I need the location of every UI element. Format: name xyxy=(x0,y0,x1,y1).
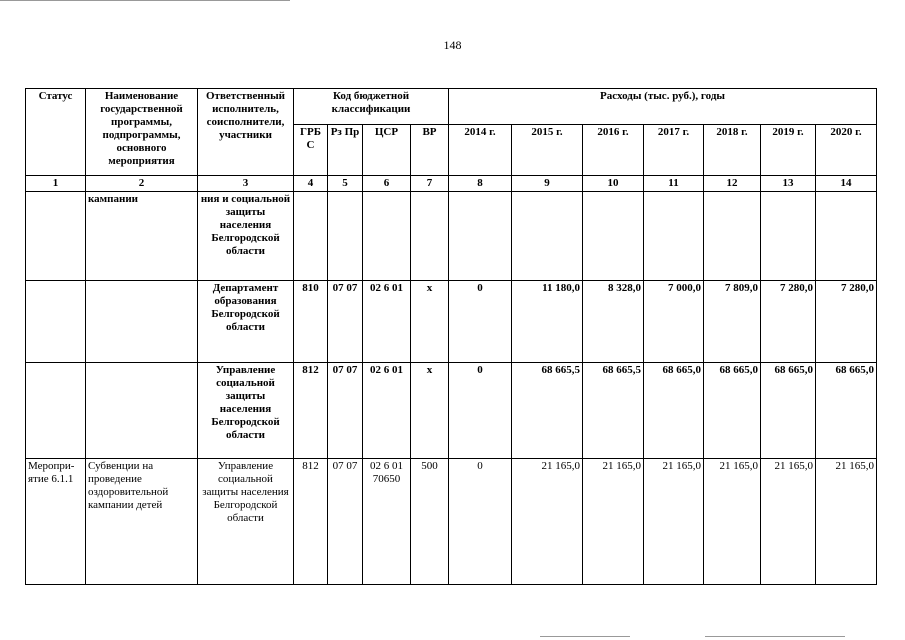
cell-value: 21 165,0 xyxy=(512,459,583,585)
cell-value: 21 165,0 xyxy=(704,459,761,585)
column-number: 7 xyxy=(411,176,449,192)
cell-vr: х xyxy=(411,281,449,363)
header-year: 2016 г. xyxy=(583,125,644,176)
cell-value: 21 165,0 xyxy=(761,459,816,585)
column-number: 9 xyxy=(512,176,583,192)
cell-value xyxy=(583,192,644,281)
cell-value: 68 665,0 xyxy=(761,363,816,459)
cell-status xyxy=(26,363,86,459)
column-number: 1 xyxy=(26,176,86,192)
cell-grbs xyxy=(294,192,328,281)
cell-value: 7 809,0 xyxy=(704,281,761,363)
cell-rzpr: 07 07 xyxy=(328,281,363,363)
cell-value: 7 280,0 xyxy=(816,281,877,363)
cell-executor: ния и социальной защиты населения Белгородской области xyxy=(198,192,294,281)
cell-csr: 02 6 01 xyxy=(363,363,411,459)
cell-value: 0 xyxy=(449,281,512,363)
cell-vr: 500 xyxy=(411,459,449,585)
column-number: 5 xyxy=(328,176,363,192)
cell-status: Меропри-ятие 6.1.1 xyxy=(26,459,86,585)
cell-value: 68 665,0 xyxy=(816,363,877,459)
scan-edge-mark xyxy=(705,636,845,637)
cell-value: 0 xyxy=(449,363,512,459)
cell-csr: 02 6 01 70650 xyxy=(363,459,411,585)
column-number: 10 xyxy=(583,176,644,192)
scan-edge-mark xyxy=(0,0,290,1)
header-year: 2015 г. xyxy=(512,125,583,176)
cell-grbs: 812 xyxy=(294,363,328,459)
cell-name: кампании xyxy=(86,192,198,281)
column-number-row xyxy=(26,176,877,192)
header-year: 2019 г. xyxy=(761,125,816,176)
cell-grbs: 810 xyxy=(294,281,328,363)
cell-vr xyxy=(411,192,449,281)
cell-grbs: 812 xyxy=(294,459,328,585)
cell-value: 8 328,0 xyxy=(583,281,644,363)
cell-value: 21 165,0 xyxy=(816,459,877,585)
cell-value: 68 665,0 xyxy=(704,363,761,459)
cell-value: 7 000,0 xyxy=(644,281,704,363)
cell-value xyxy=(449,192,512,281)
column-number: 11 xyxy=(644,176,704,192)
budget-table xyxy=(25,88,877,585)
cell-executor: Управление социальной защиты населения Белгородской области xyxy=(198,363,294,459)
header-status: Статус xyxy=(26,89,86,176)
cell-vr: х xyxy=(411,363,449,459)
header-executor: Ответственный исполнитель, соисполнители, участники xyxy=(198,89,294,176)
cell-name: Субвенции на проведение оздоровительной кампании детей xyxy=(86,459,198,585)
cell-value: 21 165,0 xyxy=(583,459,644,585)
cell-value: 0 xyxy=(449,459,512,585)
cell-rzpr xyxy=(328,192,363,281)
scan-edge-mark xyxy=(540,636,630,637)
cell-name xyxy=(86,363,198,459)
header-csr: ЦСР xyxy=(363,125,411,176)
table-row xyxy=(26,281,877,363)
header-vr: ВР xyxy=(411,125,449,176)
column-number: 6 xyxy=(363,176,411,192)
cell-value: 21 165,0 xyxy=(644,459,704,585)
cell-status xyxy=(26,281,86,363)
column-number: 14 xyxy=(816,176,877,192)
column-number: 4 xyxy=(294,176,328,192)
page-number: 148 xyxy=(443,38,462,52)
cell-value: 68 665,0 xyxy=(644,363,704,459)
cell-value xyxy=(512,192,583,281)
cell-executor: Департамент образования Белгородской области xyxy=(198,281,294,363)
cell-rzpr: 07 07 xyxy=(328,459,363,585)
table-row xyxy=(26,192,877,281)
cell-value xyxy=(761,192,816,281)
cell-rzpr: 07 07 xyxy=(328,363,363,459)
table-row xyxy=(26,459,877,585)
cell-value: 7 280,0 xyxy=(761,281,816,363)
header-year: 2018 г. xyxy=(704,125,761,176)
header-row xyxy=(26,89,877,125)
cell-value: 68 665,5 xyxy=(512,363,583,459)
column-number: 3 xyxy=(198,176,294,192)
cell-value: 11 180,0 xyxy=(512,281,583,363)
column-number: 12 xyxy=(704,176,761,192)
cell-name xyxy=(86,281,198,363)
header-rzpr: Рз Пр xyxy=(328,125,363,176)
table-row xyxy=(26,363,877,459)
cell-csr: 02 6 01 xyxy=(363,281,411,363)
column-number: 2 xyxy=(86,176,198,192)
header-year: 2020 г. xyxy=(816,125,877,176)
cell-executor: Управление социальной защиты населения Белгородской области xyxy=(198,459,294,585)
cell-value xyxy=(644,192,704,281)
cell-csr xyxy=(363,192,411,281)
header-year: 2017 г. xyxy=(644,125,704,176)
cell-status xyxy=(26,192,86,281)
column-number: 13 xyxy=(761,176,816,192)
cell-value xyxy=(704,192,761,281)
cell-value: 68 665,5 xyxy=(583,363,644,459)
header-year: 2014 г. xyxy=(449,125,512,176)
header-budget-code: Код бюджетной классификации xyxy=(294,89,449,125)
cell-value xyxy=(816,192,877,281)
header-expenses: Расходы (тыс. руб.), годы xyxy=(449,89,877,125)
column-number: 8 xyxy=(449,176,512,192)
header-grbs: ГРБ С xyxy=(294,125,328,176)
header-name: Наименование государственной программы, подпрограммы, основного мероприятия xyxy=(86,89,198,176)
